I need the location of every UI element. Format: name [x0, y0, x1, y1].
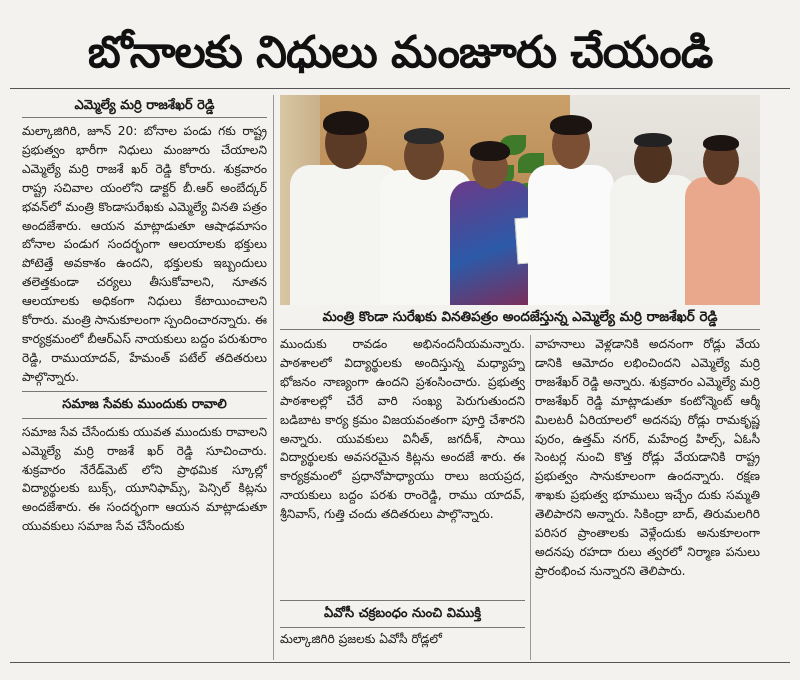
person-5: [610, 129, 696, 305]
column-1-paragraph-2: సమాజ సేవ చేసేందుకు యువత ముందుకు రావాలని ఎమ్మెల్యే మర్రి రాజశే ఖర్ రెడ్డి సూచించారు. శుక్రవారం నేరేడ్‌మెట్ లోని ప్రాథమిక స్కూల్లో విద్యార్థులకు బుక్స్, యూనిఫామ్స్, పెన్సిల్ కిట్లను అందజేశారు. ఈ సందర్భంగా ఆయన మాట్లాడుతూ యువకులు సమాజ సేవ చేసేందుకు: [22, 424, 267, 534]
column-3-paragraph-1: వాహనాలు వెళ్లడానికి అదనంగా రోడ్లు వేయ డానికి ఆమోదం లభించిందని ఎమ్మెల్యే మర్రి రాజశేఖర్ రెడ్డి అన్నారు. శుక్రవారం ఎమ్మెల్యే మర్రి రాజశేఖర్ రెడ్డి మాట్లాడుతూ కంటోన్మెంట్ ఆర్మీ మిలటరీ ఏరియాలలో అదనపు రోడ్లు రామకృష్ణ పురం, ఉత్తమ్ నగర్, మహేంద్ర హిల్స్, ఏఓసీ సెంటర్ల నుంచి కొత్త రోడ్లు వేయడానికి రాష్ట్ర ప్రభుత్వం సానుకూలంగా ఉందన్నారు. రక్షణ శాఖకు ప్రభుత్వ భూములు ఇచ్చేం దుకు సమ్మతి తెలిపారని అన్నారు. సికింద్రా బాద్, తిరుమలగిరి పరిసర ప్రాంతాలకు వెళ్లేందుకు అనుకూలంగా అదనపు రహదా రులు త్వరలో నిర్మాణ పనులు ప్రారంభించ నున్నారని తెలిపారు.: [535, 337, 760, 578]
column-2-paragraph-2: మల్కాజిగిరి ప్రజలకు ఏవోసీ రోడ్లలో: [280, 632, 442, 646]
column-2: [280, 335, 525, 597]
bottom-rule: [10, 662, 790, 663]
column-2-subhead: ఏవోసీ చక్రబంధం నుంచి విముక్తి: [280, 600, 525, 628]
photo-caption: మంత్రి కొండా సురేఖకు వినతిపత్రం అందజేస్తున్న ఎమ్మెల్యే మర్రి రాజశేఖర్ రెడ్డి: [280, 305, 760, 330]
news-photo: [280, 95, 760, 305]
headline-rule: [10, 88, 790, 89]
column-1-paragraph-1: మల్కాజిగిరి, జూన్ 20: బోనాల పండు గకు రాష్ట్ర ప్రభుత్వం భారీగా నిధులు మంజూరు చేయాలని ఎమ్మెల్యే మర్రి రాజశే ఖర్ రెడ్డి కోరారు. శుక్రవారం రాష్ట్ర సచివాల యంలోని డాక్టర్ బీ.ఆర్ అంబేద్కర్ భవన్‌లో మంత్రి కొండాసురేఖకు ఎమ్మెల్యే వినతి పత్రం అందజేశారు. ఆయన మాట్లాడుతూ ఆషాఢమాసం బోనాల పండుగ సందర్భంగా ఆలయాలకు భక్తులు పోటెత్తే అవకాశం ఉందని, భక్తులకు ఇబ్బందులు తలెత్తకుండా చర్యలు తీసుకోవాలని, నూతన ఆలయాలకు అధికంగా నిధులు కేటాయించాలని కోరారు. మంత్రి సానుకూలంగా స్పందించారన్నారు. ఈ కార్యక్రమంలో బీఆర్ఎస్ నాయకులు బద్దం పరుశురాం రెడ్డి, రాముయాదవ్, హేమంత్ పటేల్ తదితరులు పాల్గొన్నారు.: [22, 124, 267, 384]
headline: బోనాలకు నిధులు మంజూరు చేయండి: [87, 27, 713, 78]
byline: ఎమ్మెల్యే మర్రి రాజశేఖర్ రెడ్డి: [22, 95, 267, 118]
column-2-paragraph-1: ముందుకు రావడం అభినందనీయమన్నారు. పాఠశాలలో విద్యార్థులకు అందిస్తున్న మధ్యాహ్న భోజనం నాణ్యంగా ఉందని ప్రశంసించారు. ప్రభుత్వ పాఠశాలల్లో చేరే వారి సంఖ్య పెరుగుతుందని బడిబాట కార్య క్రమం విజయవంతంగా పూర్తి చేశారని అన్నారు. యువకులు వినీత్, జగదీశ్, సాయి విద్యార్థులకు అవసరమైన కిట్లను అందజే శారు. ఈ కార్యక్రమంలో ప్రధానోపాధ్యాయు రాలు జయప్రద, నాయకులు బద్దం పరశు రాంరెడ్డి, రాము యాదవ్, శ్రీనివాస్, గుత్తి చందు తదితరులు పాల్గొన్నారు.: [280, 337, 525, 522]
column-1: [22, 122, 267, 662]
column-divider-1: [273, 95, 274, 660]
column-3: [535, 335, 760, 660]
person-4: [528, 109, 614, 305]
column-2-bottom: [280, 630, 525, 660]
person-6: [685, 131, 760, 305]
column-divider-2: [530, 335, 531, 660]
column-1-subhead: సమాజ సేవకు ముందుకు రావాలి: [22, 391, 267, 419]
